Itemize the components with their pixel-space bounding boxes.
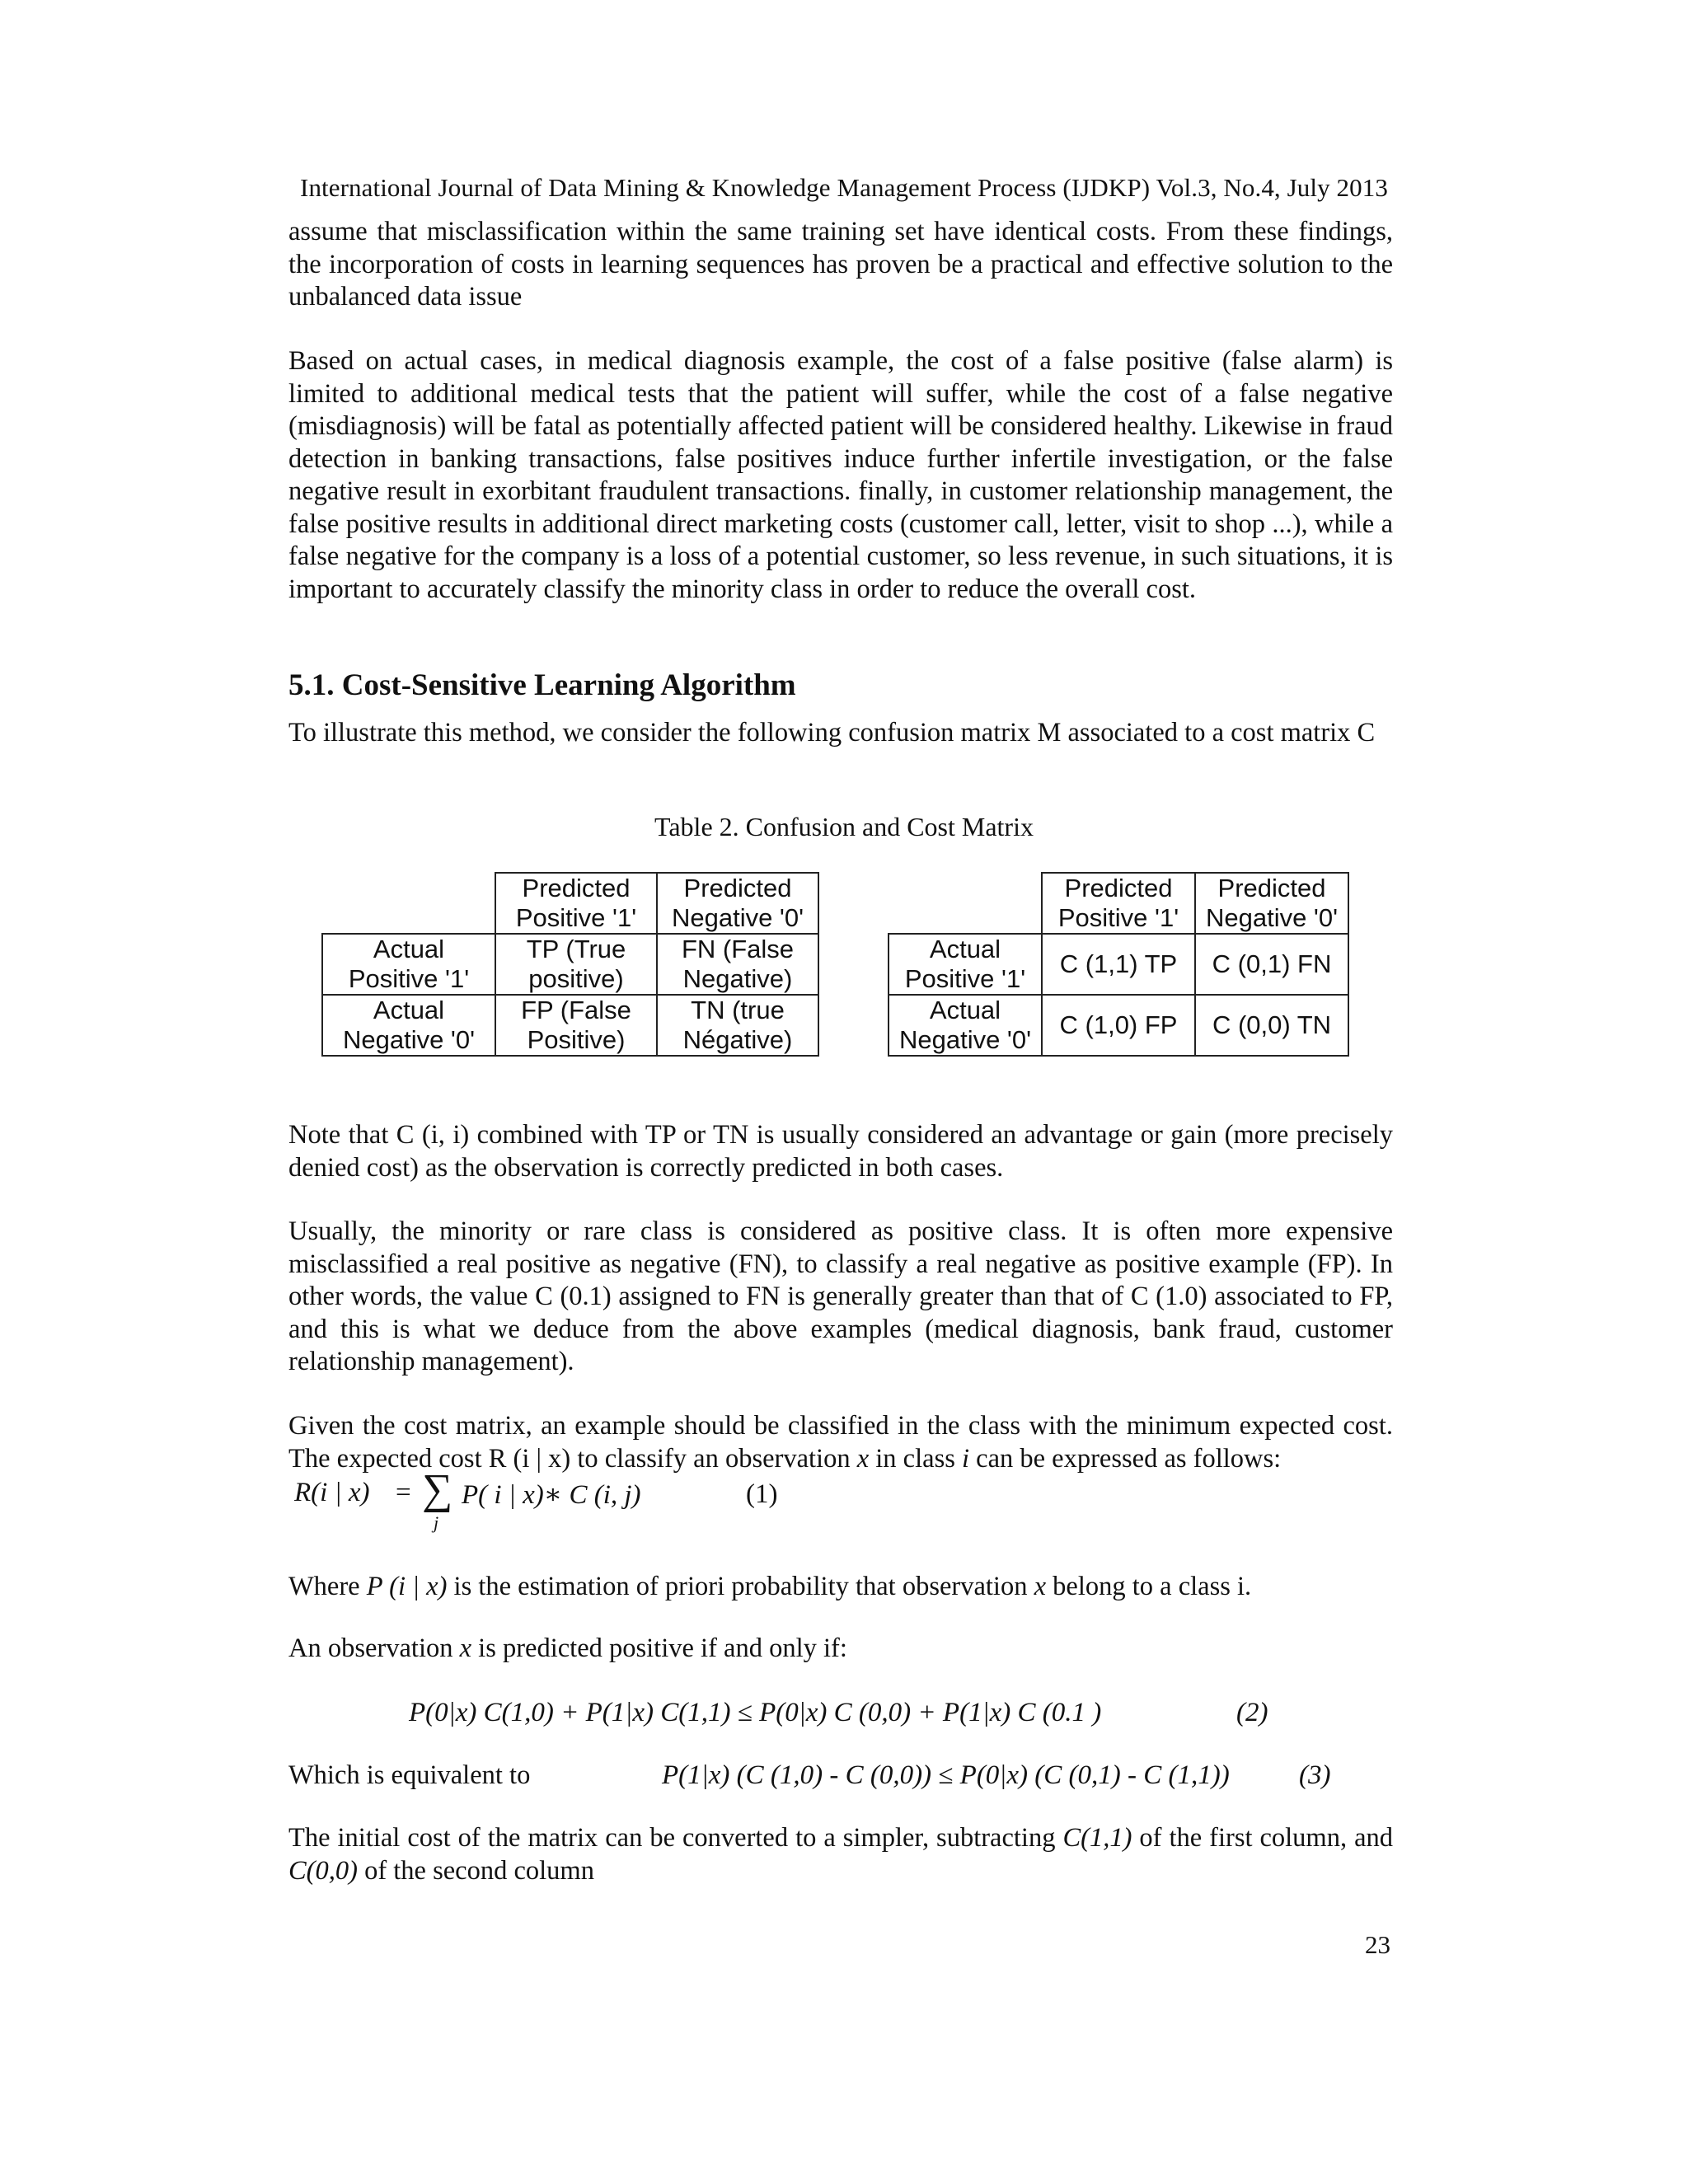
cell-false-negative: FN (False Negative) — [657, 934, 818, 995]
paragraph-actual-cases: Based on actual cases, in medical diagnosis example, the cost of a false positive (false alarm) is limited to additional medical tests that the patient will suffer, while the cost of a false negative (misdiagnosis) will be fatal as potentially affected patient will be considered healthy. Likewise in fraud detection in banking transactions, false positives induce further infertile investigation, or the false negative result in exorbitant fraudulent transactions. finally, in customer relationship management, the false positive results in additional direct marketing costs (customer call, letter, visit to shop ...), while a false negative for the company is a loss of a potential customer, so less revenue, in such situations, it is important to accurately classify the minority class in order to reduce the overall cost. — [288, 346, 1393, 604]
confusion-matrix-table — [321, 872, 819, 1057]
empty-corner-cell — [322, 873, 495, 934]
page-number: 23 — [1365, 1930, 1390, 1959]
header-cell-predicted-positive: Predicted Positive '1' — [1042, 873, 1195, 934]
table-row — [889, 934, 1348, 995]
header-cell-predicted-negative: Predicted Negative '0' — [1195, 873, 1348, 934]
header-cell-predicted-negative: Predicted Negative '0' — [657, 873, 818, 934]
paragraph-expected-cost: Given the cost matrix, an example should be classified in the class with the minimum expected cost. The expected cost R (i | x) to classify an observation x in class i can be expressed as follows: — [288, 1411, 1393, 1474]
summation-index: j — [434, 1512, 439, 1533]
cell-true-positive: TP (True positive) — [495, 934, 657, 995]
cell-cost-tn: C (0,0) TN — [1195, 995, 1348, 1056]
paragraph-initial-cost: The initial cost of the matrix can be converted to a simpler, subtracting C(1,1) of the first column, and C(0,0) of the second column — [288, 1823, 1393, 1886]
eq1-lhs: R(i | x) — [294, 1478, 370, 1507]
cell-cost-fp: C (1,0) FP — [1042, 995, 1195, 1056]
summation-symbol: ∑ — [422, 1466, 453, 1513]
table-row — [322, 873, 818, 934]
table-row — [889, 995, 1348, 1056]
equation-number-1: (1) — [746, 1479, 778, 1509]
empty-corner-cell — [889, 873, 1042, 934]
paragraph-predicted-positive: An observation x is predicted positive if and only if: — [288, 1633, 847, 1663]
table-row — [322, 934, 818, 995]
cost-matrix-table — [888, 872, 1349, 1057]
cell-true-negative: TN (true Négative) — [657, 995, 818, 1056]
row-header-actual-positive: Actual Positive '1' — [322, 934, 495, 995]
table-row — [889, 873, 1348, 934]
equation-number-3: (3) — [1299, 1760, 1331, 1790]
equation-number-2: (2) — [1236, 1698, 1268, 1727]
cell-false-positive: FP (False Positive) — [495, 995, 657, 1056]
equation-2: P(0|x) C(1,0) + P(1|x) C(1,1) ≤ P(0|x) C (0,0) + P(1|x) C (0.1 ) — [409, 1698, 1102, 1727]
table-row — [322, 995, 818, 1056]
table-caption: Table 2. Confusion and Cost Matrix — [654, 812, 1034, 841]
paragraph-where-p: Where P (i | x) is the estimation of priori probability that observation x belong to a class i. — [288, 1572, 1252, 1601]
equivalent-label: Which is equivalent to — [288, 1760, 531, 1790]
eq1-equals: = — [396, 1478, 411, 1507]
paragraph-minority-class: Usually, the minority or rare class is considered as positive class. It is often more expensive misclassified a real positive as negative (FN), to classify a real negative as positive example (FP). In other words, the value C (0.1) assigned to FN is generally greater than that of C (1.0) associated to FP, and this is what we deduce from the above examples (medical diagnosis, bank fraud, customer relationship management). — [288, 1216, 1393, 1376]
eq1-rhs: P( i | x)∗ C (i, j) — [462, 1480, 641, 1510]
cell-cost-fn: C (0,1) FN — [1195, 934, 1348, 995]
cell-cost-tp: C (1,1) TP — [1042, 934, 1195, 995]
paragraph-unbalanced-costs: assume that misclassification within the same training set have identical costs. From these findings, the incorporation of costs in learning sequences has proven be a practical and effective solution to the unbalanced data issue — [288, 217, 1393, 312]
row-header-actual-negative: Actual Negative '0' — [889, 995, 1042, 1056]
row-header-actual-positive: Actual Positive '1' — [889, 934, 1042, 995]
paragraph-note-cii: Note that C (i, i) combined with TP or TN is usually considered an advantage or gain (more precisely denied cost) as the observation is correctly predicted in both cases. — [288, 1120, 1393, 1183]
equation-3: P(1|x) (C (1,0) - C (0,0)) ≤ P(0|x) (C (0,1) - C (1,1)) — [662, 1760, 1230, 1790]
journal-header: International Journal of Data Mining & Knowledge Management Process (IJDKP) Vol.3, No.4, July 2013 — [300, 173, 1388, 202]
paragraph-illustrate-method: To illustrate this method, we consider the following confusion matrix M associated to a cost matrix C — [288, 718, 1376, 748]
row-header-actual-negative: Actual Negative '0' — [322, 995, 495, 1056]
section-heading: 5.1. Cost-Sensitive Learning Algorithm — [288, 668, 796, 702]
header-cell-predicted-positive: Predicted Positive '1' — [495, 873, 657, 934]
